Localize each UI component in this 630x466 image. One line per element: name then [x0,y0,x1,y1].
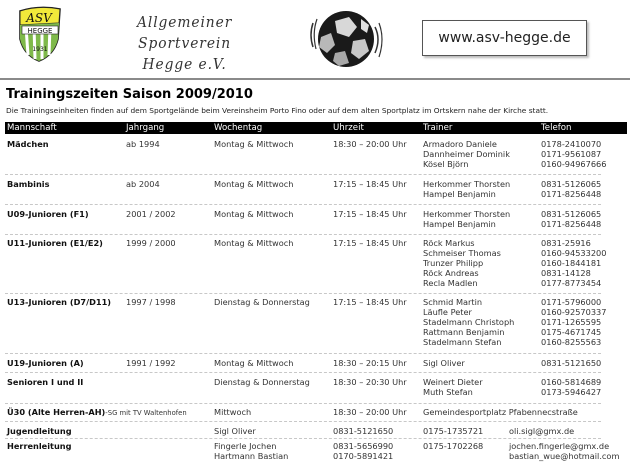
phone-number: 0178-2410070 [541,139,602,149]
training-time: 18:30 – 20:30 Uhr [333,377,407,387]
phone-number: 0175-4671745 [541,327,602,337]
trainer-name: Stadelmann Stefan [423,337,502,347]
leadership-row [5,441,620,463]
team-name: Mädchen [7,139,49,149]
trainer-list [423,358,465,368]
weekday: Montag & Mittwoch [214,238,294,248]
trainer-name: Hampel Benjamin [423,219,496,229]
phone-number: 0171-8256448 [541,189,602,199]
training-time: 18:30 – 20:00 Uhr [333,139,407,149]
trainer-name: Herkommer Thorsten [423,209,511,219]
table-row [5,377,603,401]
weekday: Dienstag & Donnerstag [214,377,310,387]
table-row [5,139,607,175]
team-name: Bambinis [7,179,50,189]
phone-list [541,377,601,397]
birth-year: 1999 / 2000 [126,238,176,248]
row-divider [5,421,601,422]
club-name-line1: Allgemeiner Sportverein [136,13,233,52]
trainer-name: Recla Madlen [423,278,478,288]
birth-year: ab 1994 [126,139,160,149]
trainer-name: Hampel Benjamin [423,189,496,199]
phone-number: 0160-1844181 [541,258,602,268]
row-divider [5,353,601,354]
trainer-name: Schmeiser Thomas [423,248,501,258]
team-name-main: Ü30 (Alte Herren-AH) [7,407,106,417]
training-location: Gemeindesportplatz Pfabennecstraße [423,407,578,417]
training-time: 17:15 – 18:45 Uhr [333,209,407,219]
team-name: U11-Junioren (E1/E2) [7,238,103,248]
row-divider [5,293,601,294]
leadership-row [5,426,603,438]
trainer-name: Armadoro Daniele [423,139,497,149]
trainer-name: Läufle Peter [423,307,472,317]
phone-number: 0171-9561087 [541,149,602,159]
trainer-name: Stadelmann Christoph [423,317,515,327]
birth-year: 2001 / 2002 [126,209,176,219]
page-title: Trainingszeiten Saison 2009/2010 [6,87,253,102]
column-header-weekday: Wochentag [214,123,263,133]
phone-list [541,358,601,368]
trainer-name: Kösel Björn [423,159,469,169]
trainer-list [423,238,501,288]
trainer-name: Dannheimer Dominik [423,149,510,159]
leader-mobile: 0175-1702268 [423,441,484,451]
banner-divider [0,78,630,80]
column-header-team: Mannschaft [7,123,57,133]
phone-number: 0831-14128 [541,268,591,278]
trainer-list [423,377,483,397]
leader-phone: 0170-5891421 [333,451,394,461]
weekday: Dienstag & Donnerstag [214,297,310,307]
leader-phone: 0831-5656990 [333,441,394,451]
trainer-name: Herkommer Thorsten [423,179,511,189]
weekday: Montag & Mittwoch [214,209,294,219]
phone-number: 0160-8255563 [541,337,602,347]
leader-email-link[interactable]: jochen.fingerle@gmx.de [509,441,610,451]
role-name: Jugendleitung [7,426,72,436]
column-header-year: Jahrgang [126,123,165,133]
role-name: Herrenleitung [7,441,72,451]
table-header [5,122,627,134]
column-header-trainer: Trainer [423,123,453,133]
phone-number: 0177-8773454 [541,278,602,288]
phone-number: 0160-94967666 [541,159,607,169]
website-link[interactable]: www.asv-hegge.de [422,20,587,56]
trainer-name: Weinert Dieter [423,377,483,387]
phone-number: 0173-5946427 [541,387,602,397]
leader-email-link[interactable]: oli.sigl@gmx.de [509,426,575,436]
team-name: U19-Junioren (A) [7,358,84,368]
club-name-line2: Hegge e.V. [142,55,227,73]
phone-list [541,179,601,199]
leader-phones [333,441,393,461]
training-time: 17:15 – 18:45 Uhr [333,238,407,248]
column-header-phone: Telefon [541,123,572,133]
trainer-list [423,139,510,169]
trainer-name: Trunzer Philipp [423,258,484,268]
leader-names [214,441,288,461]
table-row [5,238,607,292]
phone-number: 0160-94533200 [541,248,607,258]
phone-list [541,297,606,347]
table-row [5,179,603,205]
row-divider [5,403,601,404]
phone-number: 0160-5814689 [541,377,602,387]
team-name: U13-Junioren (D7/D11) [7,297,112,307]
svg-text:HEGGE: HEGGE [27,27,53,35]
svg-text:1931: 1931 [32,46,48,53]
trainer-name: Muth Stefan [423,387,473,397]
leader-name: Sigl Oliver [214,426,256,436]
team-name [7,407,187,418]
training-time: 17:15 – 18:45 Uhr [333,297,407,307]
leader-mobile: 0175-1735721 [423,426,484,436]
leader-emails [509,441,619,461]
phone-list [541,209,601,229]
phone-number: 0831-5126065 [541,179,602,189]
row-divider [5,174,601,175]
trainer-name: Schmid Martin [423,297,483,307]
row-divider [5,438,601,439]
training-time: 18:30 – 20:00 Uhr [333,407,407,417]
weekday: Montag & Mittwoch [214,139,294,149]
trainer-list [423,209,510,229]
training-time: 17:15 – 18:45 Uhr [333,179,407,189]
trainer-name: Röck Markus [423,238,475,248]
team-note: -SG mit TV Waltenhofen [105,409,187,417]
leader-name: Fingerle Jochen [214,441,277,451]
phone-list [541,139,606,169]
soccer-ball-icon [305,3,387,71]
leader-phone: 0831-5121650 [333,426,394,436]
row-divider [5,204,601,205]
phone-number: 0171-5796000 [541,297,602,307]
table-row [5,407,603,421]
phone-list [541,238,606,288]
club-name [88,12,281,75]
phone-number: 0171-8256448 [541,219,602,229]
phone-number: 0160-92570337 [541,307,607,317]
leader-name: Hartmann Bastian [214,451,289,461]
trainer-name: Sigl Oliver [423,358,465,368]
intro-text: Die Trainingseinheiten finden auf dem Sportgelände beim Vereinsheim Porto Fino oder auf dem alten Sportplatz im Ortskern nahe der Kirche statt. [6,106,549,115]
team-name: Senioren I und II [7,377,84,387]
training-time: 18:30 – 20:15 Uhr [333,358,407,368]
table-row [5,209,603,235]
birth-year: 1991 / 1992 [126,358,176,368]
trainer-list [423,297,514,347]
phone-number: 0831-5121650 [541,358,602,368]
trainer-name: Röck Andreas [423,268,479,278]
phone-number: 0171-1265595 [541,317,602,327]
team-name: U09-Junioren (F1) [7,209,89,219]
svg-text:ASV: ASV [26,11,52,25]
club-crest-logo [14,5,64,63]
table-row [5,297,607,351]
trainer-list [423,179,510,199]
phone-number: 0831-25916 [541,238,591,248]
weekday: Montag & Mittwoch [214,179,294,189]
leader-email-link[interactable]: bastian_wue@hotmail.com [509,451,620,461]
phone-number: 0831-5126065 [541,209,602,219]
birth-year: 1997 / 1998 [126,297,176,307]
trainer-name: Rattmann Benjamin [423,327,505,337]
row-divider [5,234,601,235]
weekday: Montag & Mittwoch [214,358,294,368]
birth-year: ab 2004 [126,179,160,189]
column-header-time: Uhrzeit [333,123,364,133]
club-banner [0,0,630,78]
weekday: Mittwoch [214,407,252,417]
table-row [5,358,603,372]
row-divider [5,372,601,373]
